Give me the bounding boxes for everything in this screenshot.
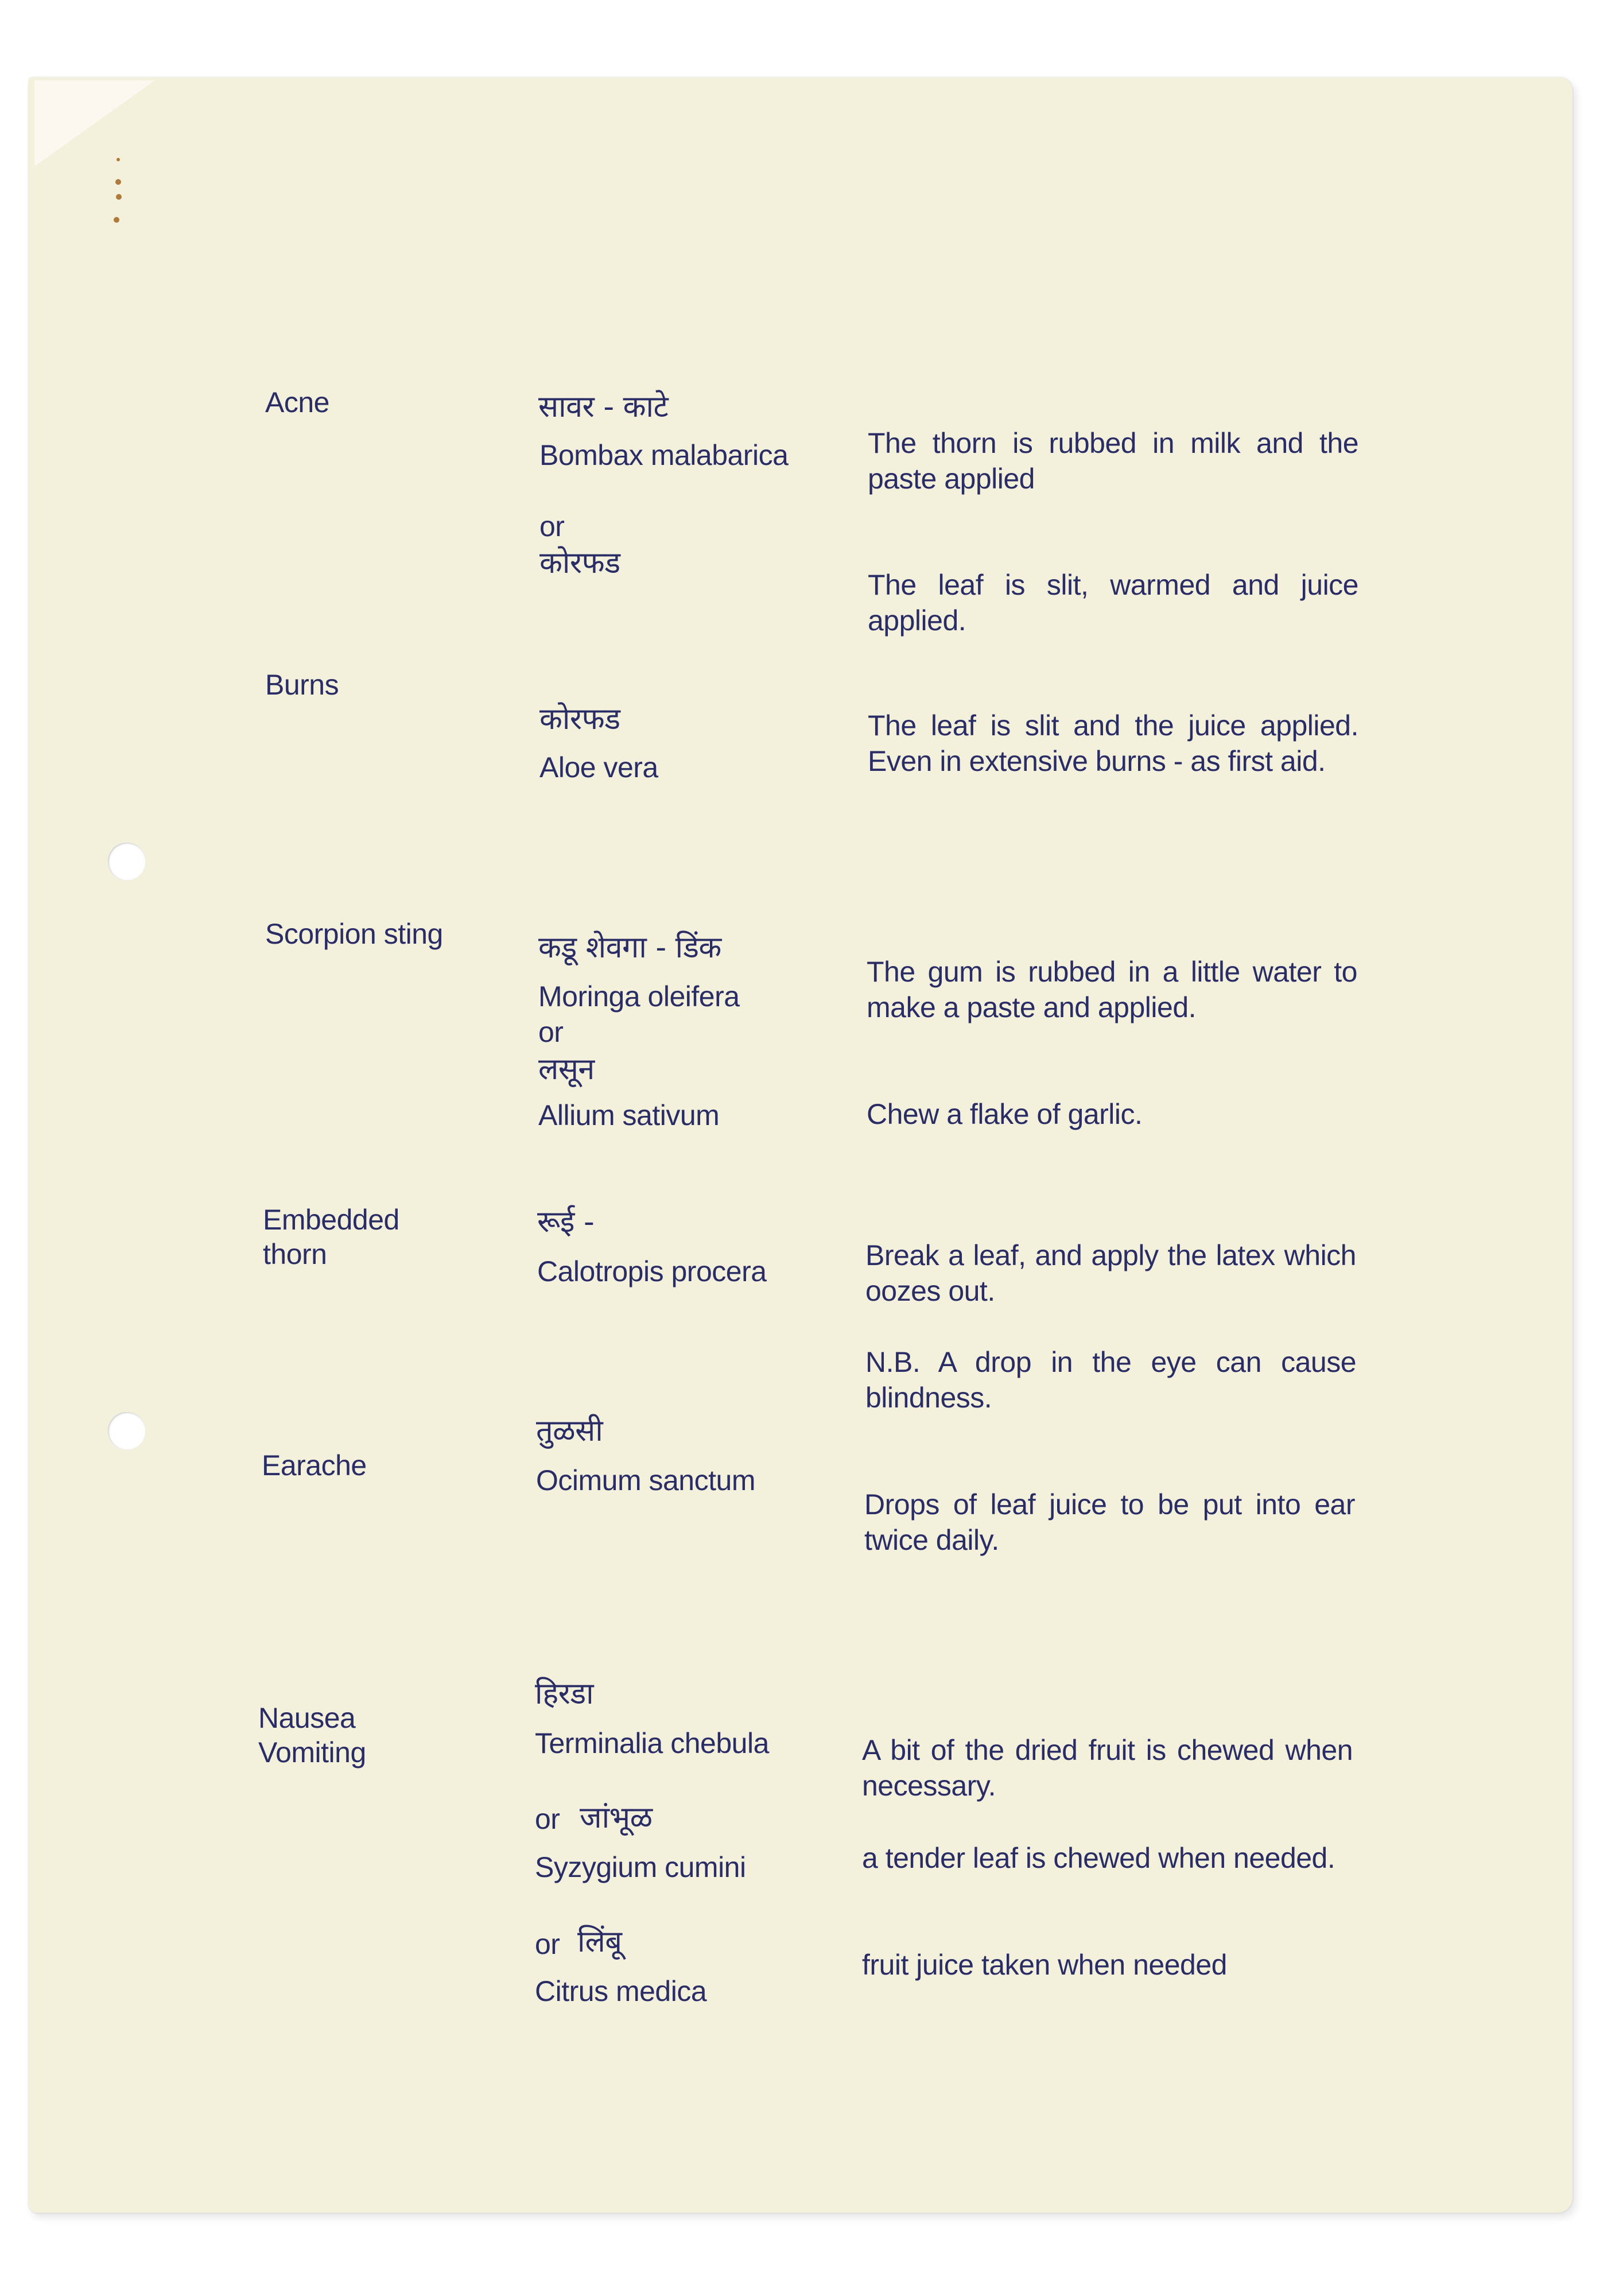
plant-bombax-malabarica: Bombax malabarica — [539, 439, 789, 471]
use-burns-leaf-juice: The leaf is slit and the juice applied. Even in extensive burns - as first aid. — [868, 709, 1358, 777]
punch-hole-bottom — [108, 1412, 146, 1450]
note-eye-warning: N.B. A drop in the eye can cause blindness. — [865, 1346, 1356, 1414]
plant-allium-sativum: Allium sativum — [538, 1099, 720, 1131]
or-connector: or — [535, 1803, 560, 1835]
paper-speck — [117, 158, 120, 161]
use-earache-drops: Drops of leaf juice to be put into ear twice daily. — [864, 1488, 1355, 1556]
local-name-limbu: लिंबू — [577, 1925, 622, 1959]
ailment-vomiting: Vomiting — [258, 1736, 366, 1768]
paper-sheet — [29, 77, 1572, 2213]
ailment-acne: Acne — [265, 386, 329, 418]
plant-ocimum-sanctum: Ocimum sanctum — [536, 1464, 755, 1496]
use-thorn-latex: Break a leaf, and apply the latex which oozes out. — [865, 1239, 1356, 1307]
local-name-jambhul: जांभूळ — [580, 1801, 653, 1835]
or-connector: or — [535, 1928, 560, 1960]
local-name-korphad: कोरफड — [539, 702, 620, 736]
use-acne-leaf-juice: The leaf is slit, warmed and juice applied. — [868, 569, 1358, 637]
paper-speck — [114, 217, 119, 223]
or-connector: or — [539, 510, 565, 542]
paper-speck — [115, 179, 121, 185]
local-name-savar-kate: सावर - काटे — [538, 390, 669, 424]
plant-moringa-oleifera: Moringa oleifera — [538, 980, 740, 1013]
folded-corner — [34, 80, 155, 166]
local-name-hirada: हिरडा — [535, 1677, 594, 1711]
use-nausea-tender-leaf: a tender leaf is chewed when needed. — [862, 1842, 1335, 1874]
use-scorpion-gum-paste: The gum is rubbed in a little water to make a paste and applied. — [867, 956, 1357, 1023]
local-name-kadu-shevaga-dink: कडू शेवगा - डिंक — [538, 930, 721, 965]
ailment-embedded: Embedded — [263, 1204, 399, 1236]
plant-syzygium-cumini: Syzygium cumini — [535, 1851, 746, 1883]
plant-citrus-medica: Citrus medica — [535, 1975, 707, 2007]
ailment-scorpion-sting: Scorpion sting — [265, 918, 443, 950]
or-connector: or — [538, 1016, 564, 1048]
use-nausea-dried-fruit: A bit of the dried fruit is chewed when necessary. — [862, 1734, 1353, 1802]
plant-calotropis-procera: Calotropis procera — [537, 1255, 767, 1287]
punch-hole-top — [108, 843, 146, 881]
local-name-korphad: कोरफड — [539, 546, 620, 580]
ailment-earache: Earache — [262, 1449, 367, 1481]
use-nausea-fruit-juice: fruit juice taken when needed — [862, 1949, 1227, 1981]
ailment-thorn: thorn — [263, 1238, 327, 1270]
local-name-tulasi: तुळसी — [536, 1414, 603, 1448]
ailment-nausea: Nausea — [258, 1702, 356, 1734]
ailment-burns: Burns — [265, 669, 339, 701]
paper-speck — [116, 194, 122, 200]
plant-aloe-vera: Aloe vera — [539, 751, 658, 784]
local-name-lasun: लसून — [538, 1052, 595, 1087]
use-scorpion-garlic: Chew a flake of garlic. — [867, 1098, 1143, 1130]
use-acne-thorn-paste: The thorn is rubbed in milk and the paste applied — [868, 427, 1358, 495]
local-name-rui: रूई - — [537, 1205, 595, 1239]
plant-terminalia-chebula: Terminalia chebula — [535, 1727, 769, 1759]
